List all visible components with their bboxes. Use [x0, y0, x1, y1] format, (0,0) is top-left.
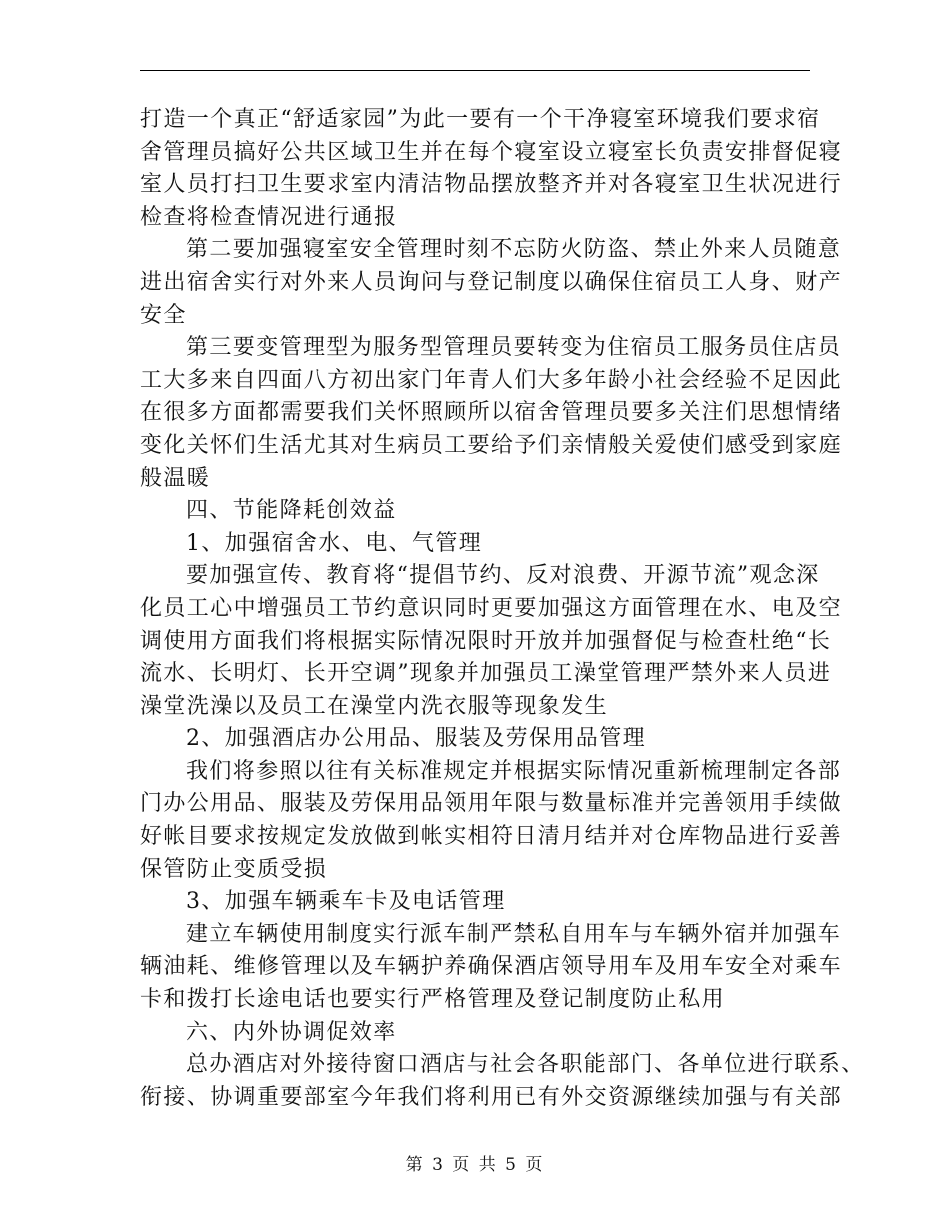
document-body	[140, 104, 865, 1114]
text-line: 变化关怀们生活尤其对生病员工要给予们亲情般关爱使们感受到家庭	[140, 432, 843, 458]
text-line: 工大多来自四面八方初出家门年青人们大多年龄小社会经验不足因此	[140, 367, 843, 393]
header-rule	[140, 70, 810, 71]
text-line: 舍管理员搞好公共区域卫生并在每个寝室设立寝室长负责安排督促寝	[140, 139, 843, 165]
text-line: 第二要加强寝室安全管理时刻不忘防火防盗、禁止外来人员随意	[186, 237, 842, 263]
text-line: 调使用方面我们将根据实际情况限时开放并加强督促与检查杜绝“长	[140, 628, 832, 654]
page-footer: 第 3 页 共 5 页	[405, 1155, 545, 1175]
text-line: 化员工心中增强员工节约意识同时更要加强这方面管理在水、电及空	[140, 595, 843, 621]
text-line: 六、内外协调促效率	[186, 1019, 397, 1045]
text-line: 我们将参照以往有关标准规定并根据实际情况重新梳理制定各部	[186, 758, 842, 784]
text-line: 门办公用品、服装及劳保用品领用年限与数量标准并完善领用手续做	[140, 791, 843, 817]
text-line: 安全	[140, 302, 187, 328]
text-line: 要加强宣传、教育将“提倡节约、反对浪费、开源节流”观念深	[186, 563, 820, 589]
text-line: 1、加强宿舍水、电、气管理	[186, 530, 483, 556]
text-line: 室人员打扫卫生要求室内清洁物品摆放整齐并对各寝室卫生状况进行	[140, 172, 843, 198]
text-line: 流水、长明灯、长开空调”现象并加强员工澡堂管理严禁外来人员进	[140, 661, 832, 687]
text-line: 四、节能降耗创效益	[186, 498, 397, 524]
text-line: 衔接、协调重要部室今年我们将利用已有外交资源继续加强与有关部	[140, 1084, 843, 1110]
text-line: 进出宿舍实行对外来人员询问与登记制度以确保住宿员工人身、财产	[140, 269, 843, 295]
text-line: 在很多方面都需要我们关怀照顾所以宿舍管理员要多关注们思想情绪	[140, 400, 843, 426]
text-line: 第三要变管理型为服务型管理员要转变为住宿员工服务员住店员	[186, 335, 842, 361]
text-line: 2、加强酒店办公用品、服装及劳保用品管理	[186, 726, 646, 752]
text-line: 打造一个真正“舒适家园”为此一要有一个干净寝室环境我们要求宿	[140, 107, 821, 132]
text-line: 检查将检查情况进行通报	[140, 204, 398, 230]
text-line: 建立车辆使用制度实行派车制严禁私自用车与车辆外宿并加强车	[186, 921, 842, 947]
text-line: 保管防止变质受损	[140, 856, 328, 882]
text-line: 辆油耗、维修管理以及车辆护养确保酒店领导用车及用车安全对乘车	[140, 954, 843, 980]
text-line: 卡和拨打长途电话也要实行严格管理及登记制度防止私用	[140, 987, 726, 1013]
text-line: 澡堂洗澡以及员工在澡堂内洗衣服等现象发生	[140, 693, 609, 719]
text-line: 3、加强车辆乘车卡及电话管理	[186, 889, 506, 915]
text-line: 好帐目要求按规定发放做到帐实相符日清月结并对仓库物品进行妥善	[140, 824, 843, 850]
text-line: 总办酒店对外接待窗口酒店与社会各职能部门、各单位进行联系、	[186, 1052, 865, 1078]
text-line: 般温暖	[140, 465, 211, 491]
